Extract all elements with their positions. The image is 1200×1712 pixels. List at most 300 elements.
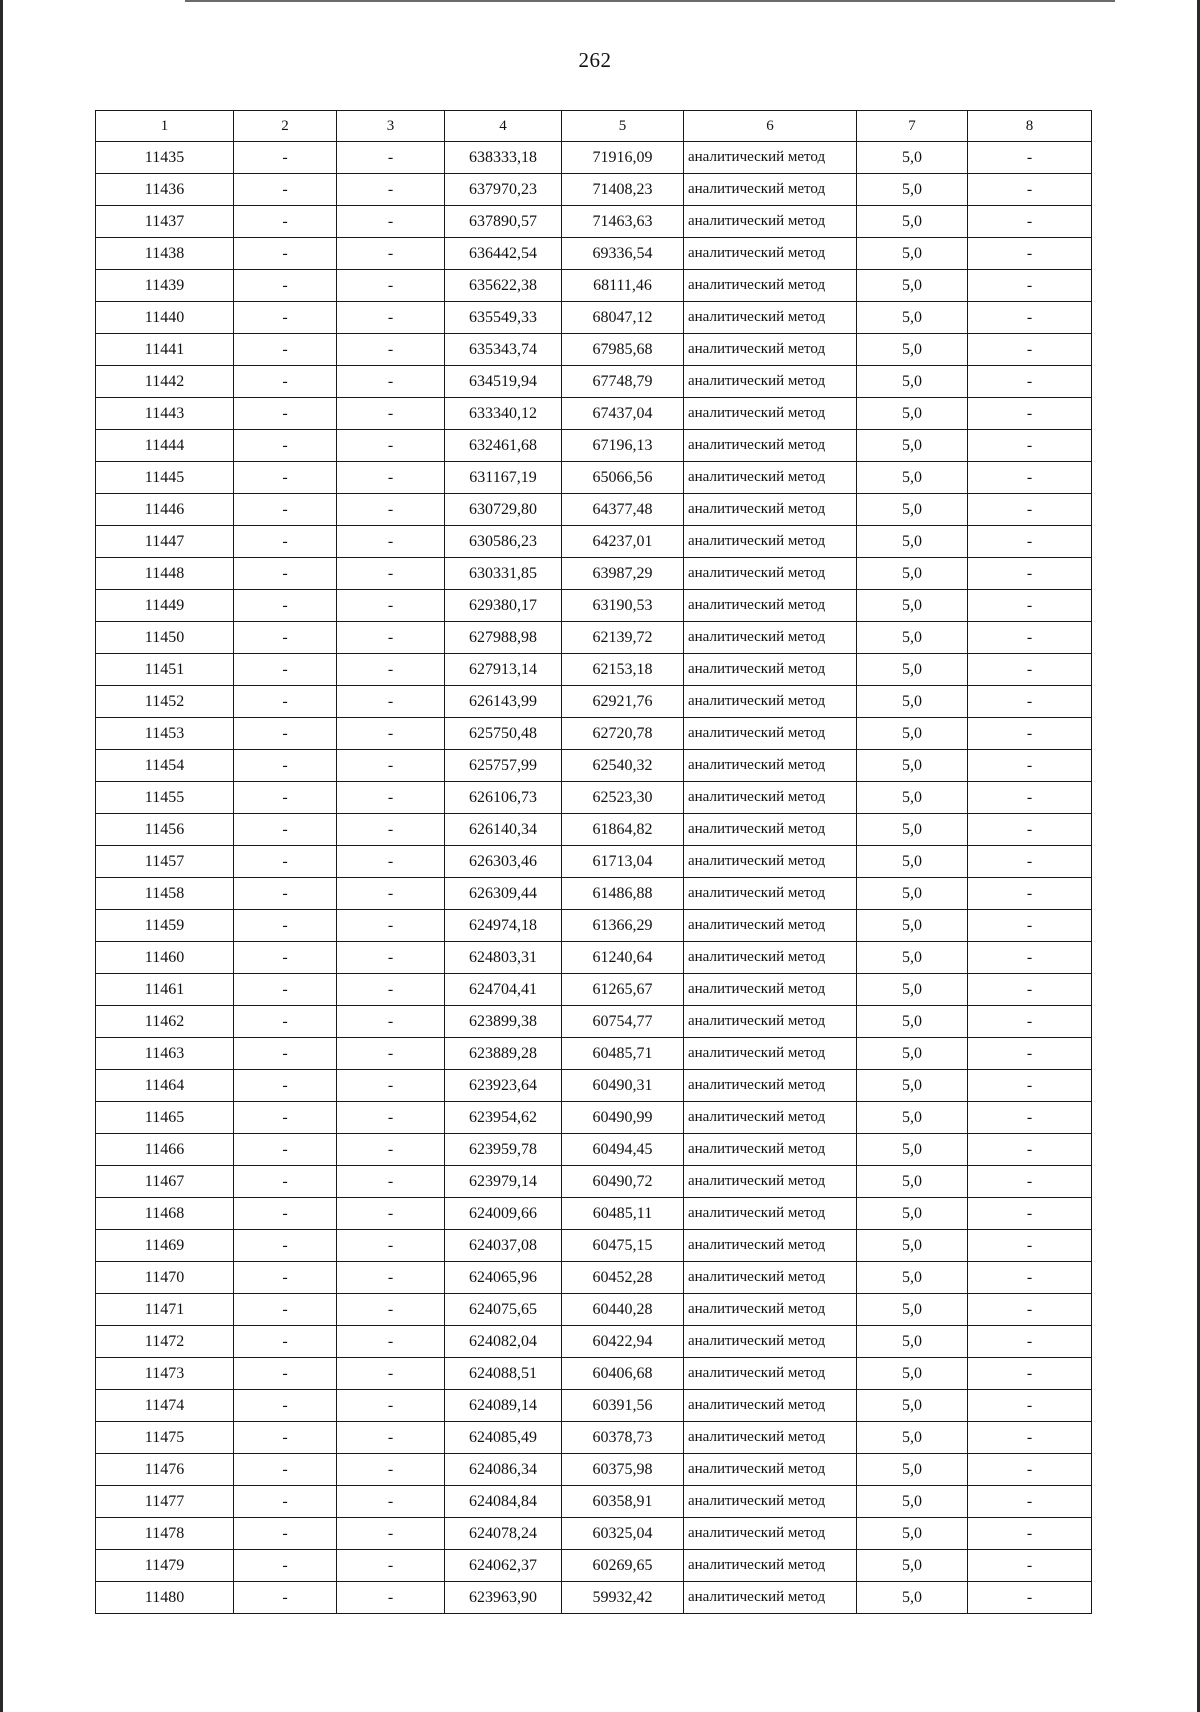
cell-accuracy: 5,0 — [857, 878, 968, 910]
cell-point-number: 11444 — [96, 430, 234, 462]
cell-col-8: - — [968, 366, 1092, 398]
cell-col-8: - — [968, 750, 1092, 782]
cell-col-2: - — [234, 1454, 337, 1486]
cell-coord-y: 60269,65 — [562, 1550, 684, 1582]
cell-coord-x: 630729,80 — [445, 494, 562, 526]
cell-method: аналитический метод — [684, 1134, 857, 1166]
cell-coord-y: 63190,53 — [562, 590, 684, 622]
cell-col-2: - — [234, 750, 337, 782]
table-row — [96, 142, 1092, 174]
cell-coord-x: 623979,14 — [445, 1166, 562, 1198]
cell-col-3: - — [337, 686, 445, 718]
cell-coord-x: 638333,18 — [445, 142, 562, 174]
cell-method: аналитический метод — [684, 526, 857, 558]
cell-col-3: - — [337, 1102, 445, 1134]
cell-col-2: - — [234, 654, 337, 686]
cell-method: аналитический метод — [684, 270, 857, 302]
cell-coord-x: 624065,96 — [445, 1262, 562, 1294]
cell-col-3: - — [337, 1006, 445, 1038]
cell-method: аналитический метод — [684, 654, 857, 686]
table-row — [96, 974, 1092, 1006]
cell-coord-y: 69336,54 — [562, 238, 684, 270]
cell-col-8: - — [968, 1518, 1092, 1550]
cell-method: аналитический метод — [684, 846, 857, 878]
cell-coord-y: 61486,88 — [562, 878, 684, 910]
cell-col-2: - — [234, 1166, 337, 1198]
cell-col-2: - — [234, 142, 337, 174]
cell-col-2: - — [234, 494, 337, 526]
cell-col-2: - — [234, 910, 337, 942]
cell-method: аналитический метод — [684, 750, 857, 782]
cell-col-8: - — [968, 1166, 1092, 1198]
cell-accuracy: 5,0 — [857, 526, 968, 558]
cell-col-8: - — [968, 302, 1092, 334]
cell-point-number: 11480 — [96, 1582, 234, 1614]
cell-method: аналитический метод — [684, 1486, 857, 1518]
cell-coord-x: 633340,12 — [445, 398, 562, 430]
cell-point-number: 11463 — [96, 1038, 234, 1070]
cell-col-3: - — [337, 1422, 445, 1454]
cell-col-2: - — [234, 1038, 337, 1070]
cell-accuracy: 5,0 — [857, 494, 968, 526]
cell-col-8: - — [968, 910, 1092, 942]
cell-point-number: 11459 — [96, 910, 234, 942]
table-row — [96, 494, 1092, 526]
table-row — [96, 750, 1092, 782]
cell-col-8: - — [968, 1422, 1092, 1454]
cell-col-8: - — [968, 430, 1092, 462]
table-row — [96, 238, 1092, 270]
cell-col-8: - — [968, 590, 1092, 622]
cell-coord-x: 637970,23 — [445, 174, 562, 206]
cell-col-2: - — [234, 526, 337, 558]
cell-col-3: - — [337, 142, 445, 174]
cell-coord-x: 624009,66 — [445, 1198, 562, 1230]
cell-col-8: - — [968, 1102, 1092, 1134]
cell-method: аналитический метод — [684, 1390, 857, 1422]
cell-coord-x: 623889,28 — [445, 1038, 562, 1070]
table-row — [96, 1134, 1092, 1166]
cell-col-3: - — [337, 334, 445, 366]
table-row — [96, 654, 1092, 686]
table-row — [96, 526, 1092, 558]
cell-col-8: - — [968, 718, 1092, 750]
table-row — [96, 1486, 1092, 1518]
cell-coord-y: 60485,11 — [562, 1198, 684, 1230]
cell-col-2: - — [234, 814, 337, 846]
cell-method: аналитический метод — [684, 686, 857, 718]
cell-coord-y: 60358,91 — [562, 1486, 684, 1518]
cell-accuracy: 5,0 — [857, 1070, 968, 1102]
cell-point-number: 11443 — [96, 398, 234, 430]
cell-coord-y: 60325,04 — [562, 1518, 684, 1550]
cell-method: аналитический метод — [684, 1326, 857, 1358]
cell-coord-y: 61265,67 — [562, 974, 684, 1006]
table-row — [96, 558, 1092, 590]
cell-accuracy: 5,0 — [857, 1038, 968, 1070]
cell-accuracy: 5,0 — [857, 814, 968, 846]
table-row — [96, 462, 1092, 494]
cell-col-8: - — [968, 174, 1092, 206]
cell-point-number: 11455 — [96, 782, 234, 814]
cell-accuracy: 5,0 — [857, 1486, 968, 1518]
cell-col-2: - — [234, 206, 337, 238]
cell-col-3: - — [337, 942, 445, 974]
cell-col-8: - — [968, 782, 1092, 814]
table-row — [96, 718, 1092, 750]
table-row — [96, 1358, 1092, 1390]
cell-col-2: - — [234, 1518, 337, 1550]
cell-col-3: - — [337, 654, 445, 686]
cell-accuracy: 5,0 — [857, 1230, 968, 1262]
cell-col-3: - — [337, 1550, 445, 1582]
cell-point-number: 11437 — [96, 206, 234, 238]
cell-col-3: - — [337, 1582, 445, 1614]
cell-accuracy: 5,0 — [857, 910, 968, 942]
cell-coord-x: 623963,90 — [445, 1582, 562, 1614]
table-row — [96, 910, 1092, 942]
table-row — [96, 878, 1092, 910]
cell-accuracy: 5,0 — [857, 1390, 968, 1422]
cell-col-8: - — [968, 558, 1092, 590]
cell-coord-y: 60378,73 — [562, 1422, 684, 1454]
cell-method: аналитический метод — [684, 1006, 857, 1038]
cell-col-3: - — [337, 622, 445, 654]
cell-col-3: - — [337, 718, 445, 750]
cell-col-8: - — [968, 238, 1092, 270]
table-row — [96, 1166, 1092, 1198]
cell-accuracy: 5,0 — [857, 974, 968, 1006]
cell-point-number: 11448 — [96, 558, 234, 590]
cell-coord-y: 68047,12 — [562, 302, 684, 334]
cell-point-number: 11467 — [96, 1166, 234, 1198]
cell-coord-y: 60490,72 — [562, 1166, 684, 1198]
cell-col-2: - — [234, 366, 337, 398]
table-row — [96, 814, 1092, 846]
cell-coord-x: 623923,64 — [445, 1070, 562, 1102]
cell-coord-x: 626309,44 — [445, 878, 562, 910]
cell-accuracy: 5,0 — [857, 686, 968, 718]
cell-coord-x: 624078,24 — [445, 1518, 562, 1550]
cell-point-number: 11475 — [96, 1422, 234, 1454]
cell-accuracy: 5,0 — [857, 302, 968, 334]
cell-col-2: - — [234, 782, 337, 814]
cell-col-2: - — [234, 1198, 337, 1230]
cell-col-2: - — [234, 1134, 337, 1166]
cell-point-number: 11447 — [96, 526, 234, 558]
cell-col-8: - — [968, 1230, 1092, 1262]
cell-col-8: - — [968, 686, 1092, 718]
cell-method: аналитический метод — [684, 1198, 857, 1230]
cell-coord-y: 60475,15 — [562, 1230, 684, 1262]
table-row — [96, 1582, 1092, 1614]
column-header-4: 4 — [445, 111, 562, 142]
cell-method: аналитический метод — [684, 1358, 857, 1390]
cell-coord-x: 636442,54 — [445, 238, 562, 270]
cell-col-8: - — [968, 622, 1092, 654]
cell-method: аналитический метод — [684, 590, 857, 622]
cell-coord-x: 630586,23 — [445, 526, 562, 558]
cell-point-number: 11456 — [96, 814, 234, 846]
cell-coord-x: 624704,41 — [445, 974, 562, 1006]
table-row — [96, 1262, 1092, 1294]
cell-method: аналитический метод — [684, 782, 857, 814]
cell-col-8: - — [968, 1486, 1092, 1518]
column-header-3: 3 — [337, 111, 445, 142]
cell-method: аналитический метод — [684, 462, 857, 494]
cell-col-3: - — [337, 366, 445, 398]
cell-method: аналитический метод — [684, 430, 857, 462]
table-body — [96, 142, 1092, 1614]
cell-coord-y: 61240,64 — [562, 942, 684, 974]
cell-col-3: - — [337, 750, 445, 782]
table-row — [96, 1422, 1092, 1454]
cell-col-3: - — [337, 1038, 445, 1070]
cell-col-3: - — [337, 1358, 445, 1390]
cell-accuracy: 5,0 — [857, 270, 968, 302]
cell-col-3: - — [337, 1294, 445, 1326]
cell-coord-y: 60422,94 — [562, 1326, 684, 1358]
cell-point-number: 11436 — [96, 174, 234, 206]
cell-point-number: 11462 — [96, 1006, 234, 1038]
cell-col-3: - — [337, 462, 445, 494]
cell-method: аналитический метод — [684, 718, 857, 750]
cell-col-2: - — [234, 1550, 337, 1582]
cell-method: аналитический метод — [684, 1230, 857, 1262]
table-row — [96, 782, 1092, 814]
cell-coord-x: 627988,98 — [445, 622, 562, 654]
cell-point-number: 11472 — [96, 1326, 234, 1358]
table-row — [96, 1550, 1092, 1582]
cell-point-number: 11450 — [96, 622, 234, 654]
cell-accuracy: 5,0 — [857, 334, 968, 366]
cell-col-2: - — [234, 1390, 337, 1422]
cell-coord-x: 624062,37 — [445, 1550, 562, 1582]
cell-col-8: - — [968, 1006, 1092, 1038]
table-row — [96, 1230, 1092, 1262]
cell-col-8: - — [968, 814, 1092, 846]
cell-col-8: - — [968, 974, 1092, 1006]
cell-point-number: 11454 — [96, 750, 234, 782]
column-header-1: 1 — [96, 111, 234, 142]
cell-point-number: 11440 — [96, 302, 234, 334]
cell-accuracy: 5,0 — [857, 174, 968, 206]
column-header-7: 7 — [857, 111, 968, 142]
cell-col-2: - — [234, 558, 337, 590]
cell-coord-x: 631167,19 — [445, 462, 562, 494]
cell-accuracy: 5,0 — [857, 1262, 968, 1294]
cell-accuracy: 5,0 — [857, 782, 968, 814]
cell-col-3: - — [337, 1326, 445, 1358]
cell-col-2: - — [234, 430, 337, 462]
table-header-row — [96, 111, 1092, 142]
cell-coord-x: 624974,18 — [445, 910, 562, 942]
cell-method: аналитический метод — [684, 558, 857, 590]
cell-method: аналитический метод — [684, 334, 857, 366]
cell-col-8: - — [968, 206, 1092, 238]
cell-coord-y: 71916,09 — [562, 142, 684, 174]
cell-accuracy: 5,0 — [857, 1166, 968, 1198]
cell-col-2: - — [234, 1486, 337, 1518]
cell-coord-x: 624088,51 — [445, 1358, 562, 1390]
cell-accuracy: 5,0 — [857, 1550, 968, 1582]
cell-col-3: - — [337, 494, 445, 526]
table-row — [96, 1198, 1092, 1230]
cell-coord-x: 624089,14 — [445, 1390, 562, 1422]
table-row — [96, 942, 1092, 974]
cell-coord-x: 624082,04 — [445, 1326, 562, 1358]
table-row — [96, 206, 1092, 238]
cell-coord-y: 67748,79 — [562, 366, 684, 398]
cell-col-2: - — [234, 718, 337, 750]
cell-method: аналитический метод — [684, 910, 857, 942]
cell-point-number: 11466 — [96, 1134, 234, 1166]
cell-coord-x: 625757,99 — [445, 750, 562, 782]
cell-coord-y: 60754,77 — [562, 1006, 684, 1038]
cell-col-2: - — [234, 174, 337, 206]
table-row — [96, 686, 1092, 718]
cell-col-2: - — [234, 398, 337, 430]
cell-accuracy: 5,0 — [857, 942, 968, 974]
cell-point-number: 11441 — [96, 334, 234, 366]
cell-point-number: 11465 — [96, 1102, 234, 1134]
cell-coord-y: 61713,04 — [562, 846, 684, 878]
cell-coord-y: 60375,98 — [562, 1454, 684, 1486]
cell-col-3: - — [337, 1166, 445, 1198]
cell-coord-y: 64237,01 — [562, 526, 684, 558]
cell-coord-y: 62540,32 — [562, 750, 684, 782]
cell-col-8: - — [968, 1262, 1092, 1294]
table-row — [96, 1038, 1092, 1070]
cell-col-8: - — [968, 1294, 1092, 1326]
cell-col-8: - — [968, 142, 1092, 174]
cell-point-number: 11446 — [96, 494, 234, 526]
cell-col-2: - — [234, 334, 337, 366]
column-header-8: 8 — [968, 111, 1092, 142]
cell-accuracy: 5,0 — [857, 206, 968, 238]
cell-point-number: 11445 — [96, 462, 234, 494]
cell-coord-x: 630331,85 — [445, 558, 562, 590]
cell-accuracy: 5,0 — [857, 1102, 968, 1134]
table-row — [96, 622, 1092, 654]
cell-coord-y: 60406,68 — [562, 1358, 684, 1390]
cell-col-8: - — [968, 526, 1092, 558]
cell-col-2: - — [234, 270, 337, 302]
cell-accuracy: 5,0 — [857, 1326, 968, 1358]
cell-coord-y: 71463,63 — [562, 206, 684, 238]
cell-col-2: - — [234, 238, 337, 270]
cell-accuracy: 5,0 — [857, 654, 968, 686]
cell-coord-x: 635549,33 — [445, 302, 562, 334]
cell-point-number: 11473 — [96, 1358, 234, 1390]
cell-col-3: - — [337, 1518, 445, 1550]
cell-col-3: - — [337, 878, 445, 910]
cell-accuracy: 5,0 — [857, 366, 968, 398]
table-row — [96, 1518, 1092, 1550]
cell-point-number: 11470 — [96, 1262, 234, 1294]
cell-col-8: - — [968, 1582, 1092, 1614]
cell-col-3: - — [337, 1134, 445, 1166]
table-row — [96, 1070, 1092, 1102]
cell-col-2: - — [234, 1230, 337, 1262]
cell-col-3: - — [337, 590, 445, 622]
cell-method: аналитический метод — [684, 1166, 857, 1198]
cell-point-number: 11453 — [96, 718, 234, 750]
cell-col-3: - — [337, 430, 445, 462]
cell-coord-y: 60391,56 — [562, 1390, 684, 1422]
cell-col-8: - — [968, 654, 1092, 686]
table-row — [96, 430, 1092, 462]
cell-point-number: 11478 — [96, 1518, 234, 1550]
cell-method: аналитический метод — [684, 142, 857, 174]
cell-method: аналитический метод — [684, 1038, 857, 1070]
cell-point-number: 11449 — [96, 590, 234, 622]
cell-coord-x: 624037,08 — [445, 1230, 562, 1262]
cell-method: аналитический метод — [684, 1262, 857, 1294]
cell-col-3: - — [337, 1070, 445, 1102]
cell-col-2: - — [234, 1070, 337, 1102]
cell-point-number: 11464 — [96, 1070, 234, 1102]
cell-coord-y: 63987,29 — [562, 558, 684, 590]
cell-coord-x: 637890,57 — [445, 206, 562, 238]
cell-method: аналитический метод — [684, 302, 857, 334]
cell-coord-x: 624803,31 — [445, 942, 562, 974]
cell-col-2: - — [234, 622, 337, 654]
cell-point-number: 11451 — [96, 654, 234, 686]
cell-coord-x: 627913,14 — [445, 654, 562, 686]
cell-col-2: - — [234, 1006, 337, 1038]
cell-method: аналитический метод — [684, 1102, 857, 1134]
cell-col-3: - — [337, 910, 445, 942]
cell-point-number: 11452 — [96, 686, 234, 718]
cell-col-8: - — [968, 1070, 1092, 1102]
cell-col-3: - — [337, 558, 445, 590]
cell-coord-y: 62523,30 — [562, 782, 684, 814]
cell-col-2: - — [234, 1294, 337, 1326]
cell-accuracy: 5,0 — [857, 1454, 968, 1486]
cell-point-number: 11458 — [96, 878, 234, 910]
cell-coord-x: 624075,65 — [445, 1294, 562, 1326]
cell-col-8: - — [968, 270, 1092, 302]
cell-method: аналитический метод — [684, 1582, 857, 1614]
cell-coord-x: 626106,73 — [445, 782, 562, 814]
cell-col-3: - — [337, 1230, 445, 1262]
cell-accuracy: 5,0 — [857, 430, 968, 462]
cell-col-3: - — [337, 238, 445, 270]
page-number: 262 — [578, 48, 612, 72]
cell-coord-y: 61366,29 — [562, 910, 684, 942]
cell-point-number: 11442 — [96, 366, 234, 398]
cell-coord-x: 626303,46 — [445, 846, 562, 878]
cell-coord-x: 625750,48 — [445, 718, 562, 750]
cell-coord-y: 60485,71 — [562, 1038, 684, 1070]
cell-method: аналитический метод — [684, 206, 857, 238]
cell-col-2: - — [234, 302, 337, 334]
cell-point-number: 11461 — [96, 974, 234, 1006]
cell-point-number: 11457 — [96, 846, 234, 878]
cell-coord-x: 624086,34 — [445, 1454, 562, 1486]
cell-method: аналитический метод — [684, 1422, 857, 1454]
cell-col-2: - — [234, 1422, 337, 1454]
cell-method: аналитический метод — [684, 814, 857, 846]
cell-col-2: - — [234, 974, 337, 1006]
cell-col-8: - — [968, 1390, 1092, 1422]
cell-coord-y: 60490,99 — [562, 1102, 684, 1134]
scan-edge-left — [0, 0, 3, 1712]
cell-accuracy: 5,0 — [857, 142, 968, 174]
cell-coord-y: 62139,72 — [562, 622, 684, 654]
coordinates-table — [95, 110, 1092, 1614]
